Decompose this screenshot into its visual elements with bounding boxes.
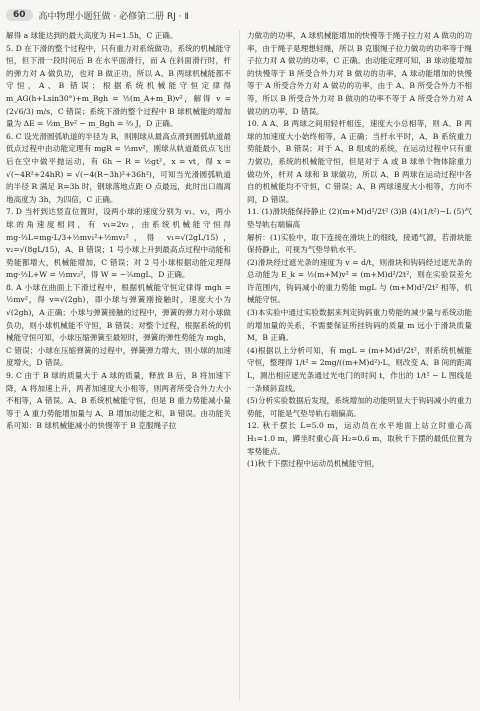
paragraph: (2)滑块经过遮光条的速度为 v = d/t，则滑块和钩码经过遮光条的总动能为 E_k = ½(m+M)v² = (m+M)d²/2t²，则在实验误差允许范围内，钩码减小的重力势能 mgL 与 (m+M)d²/2t² 相等，机械能守恒。 — [247, 257, 472, 305]
paragraph: 力做功的功率，A 球机械能增加的快慢等于绳子拉力对 A 做功的功率，由于绳子是理想轻绳，所以 B 克服绳子拉力做功的功率等于绳子拉力对 A 做功的功率，C 正确。由动能定理可知，B 球动能增加的快慢等于 B 所受合外力对 B 做功的功率，A 球动能增加的快慢等于 A 所受合外力对 A 做功的功率，由于 A、B 所受合外力不相等，所以 B 所受合外力对 B 做功的功率不等于 A 所受合外力对 A 做功的功率，D 错误。 — [247, 31, 472, 116]
page-header — [6, 6, 189, 24]
right-column — [247, 30, 472, 471]
paragraph: (3)本实验中通过实验数据来判定钩码重力势能的减少量与系统动能的增加量的关系，不需要保证所挂钩码的质量 m 远小于滑块质量 M，B 正确。 — [247, 308, 472, 343]
paragraph: 8. A 小球在曲面上下滑过程中，根据机械能守恒定律得 mgh = ½mv²，得 v=√(2gh)，即小球与弹簧刚接触时，速度大小为 √(2gh)，A 正确；小球与弹簧接触的过程中，弹簧的弹力对小球做负功，则小球机械能不守恒，B 错误；对整个过程，根据系统的机械能守恒可知，小球压缩弹簧至最短时，弹簧的弹性势能为 mgh，C 错误；小球在压缩弹簧的过程中，弹簧弹力增大，则小球的加速度增大，D 错误。 — [6, 282, 231, 368]
paragraph: 12. 秋千摆长 L=5.0 m，运动员在水平地面上站立时重心高 H₁=1.0 m，蹲坐时重心高 H₂=0.6 m，取秋千下摆的最低位置为零势能点。 — [247, 421, 472, 456]
book-title: 高中物理小题狂做 · 必修第二册 RJ · Ⅱ — [38, 11, 189, 22]
paragraph: 10. A A、B 两球之间用轻杆相连，速度大小总相等，则 A、B 两球的加速度大小始终相等，A 正确；当杆水平时，A、B 系统重力势能最小，B 错误；对于 A、B 组成的系统，在运动过程中只有重力做功，系统的机械能守恒，但是对于 A 或 B 球单个物体除重力做功外，杆对 A 球和 B 球做功，所以 A、B 两球在运动过程中各自的机械能均不守恒，C 错误；A、B 两球速度大小相等，方向不同，D 错误。 — [247, 119, 472, 204]
paragraph: 9. C 由于 B 球的质量大于 A 球的质量，释放 B 后，B 将加速下降，A 将加速上升，两者加速度大小相等，则两者所受合外力大小不相等，A 错误。A、B 系统机械能守恒，但是 B 重力势能减小量等于 A 重力势能增加量与 A、B 增加动能之和，B 错误。由功能关系可知：B 球机械能减小的快慢等于 B 克服绳子拉 — [6, 371, 231, 431]
paragraph: 6. C 设光滑圆弧轨道的半径为 R，则刚球从最高点滑到圆弧轨道最低点过程中由动能定理有 mgR = ½mv²，刚球从轨道最低点飞出后在空中做平抛运动，有 6h − R = ½gt²，x = vt，得 x = √(−4R²+24hR) = √(−4(R−3h)²+36h²)，可知当光滑圆弧轨道的半径 R 满足 R=3h 时，钢球落地点距 O 点最远，此时出口端离地高度为 3h，为四倍，C 正确。 — [6, 131, 231, 204]
paragraph: 解得 a 球能达到的最大高度为 H=1.5h，C 正确。 — [6, 31, 178, 40]
paragraph: (1)秋千下摆过程中运动员机械能守恒， — [247, 459, 380, 469]
page-number: 60 — [6, 9, 33, 21]
paragraph: 5. D 在下滑的整个过程中，只有重力对系统做功，系统的机械能守恒，但下滑一段时间后 B 在水平面滑行，而 A 在斜面滑行时，杆的弹力对 A 做负功，也对 B 做正功，所以 A、B 两球机械能都不守恒，A、B 错误；根据系统机械能守恒定律得 m_AG(h+Lsin30°)+m_Bgh = ½(m_A+m_B)v²，解得 v = (2√6/3) m/s，C 错误；系统下滑的整个过程中 B 球机械能的增加量为 ΔE = ½m_Bv² − m_Bgh = ⅔ J，D 正确。 — [6, 43, 231, 129]
paragraph: (5)分析实验数据后发现，系统增加的动能明显大于钩码减小的重力势能，可能是气垫导轨右端偏高。 — [247, 396, 472, 418]
paragraph: 7. D 当杆到达竖直位置时，设两小球的速度分别为 v₁、v₂，两小球的角速度相同，有 v₁=2v₂，由系统机械能守恒得 mg·⅔L=mg·L/3+½mv₁²+½mv₂²，得 v₁=√(2gL/15)，v₂=√(8gL/15)，A、B 错误；1 号小球上升到最高点过程中动能和势能都增大，机械能增加，C 错误；对 2 号小球根据动能定理得 mg·⅔L+W = ½mv₂²，得 W = −⅖mgL，D 正确。 — [6, 207, 231, 280]
paragraph: 解析：(1)实验中，取下连接在滑块上的细线，接通气源，若滑块能保持静止，可视为气垫导轨水平。 — [247, 232, 472, 255]
paragraph: 11. (1)滑块能保持静止 (2)(m+M)d²/2t² (3)B (4)(1/t²)−L (5)气垫导轨右端偏高 — [247, 207, 472, 229]
column-divider — [239, 30, 240, 700]
paragraph: (4)根据以上分析可知，有 mgL = (m+M)d²/2t²，则系统机械能守恒，整理得 1/t² = 2mg/((m+M)d²)·L，则改变 A、B 间的距离 L，测出相应遮光条通过光电门的时间 t，作出的 1/t² − L 图线是一条倾斜直线。 — [247, 345, 472, 393]
left-column — [6, 30, 231, 433]
